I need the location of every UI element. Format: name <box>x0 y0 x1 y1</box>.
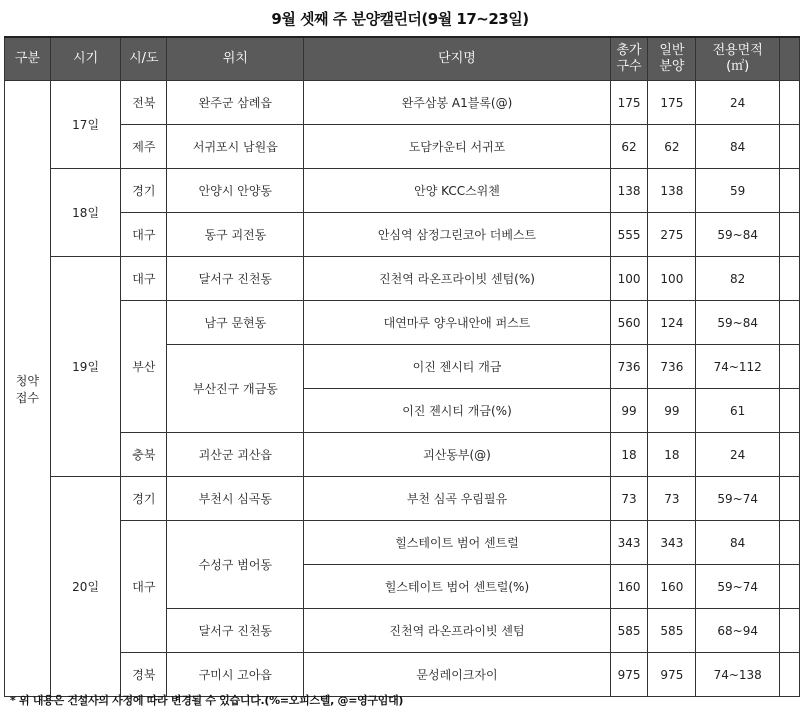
sales-calendar-table <box>4 36 800 697</box>
complex-name-cell: 도담카운티 서귀포 <box>304 125 610 169</box>
general-units-cell: 975 <box>648 653 696 697</box>
extra-cell <box>780 125 800 169</box>
extra-cell <box>780 169 800 213</box>
complex-name-cell: 대연마루 양우내안애 퍼스트 <box>304 301 610 345</box>
extra-cell <box>780 521 800 565</box>
general-units-cell: 99 <box>648 389 696 433</box>
total-units-cell: 560 <box>610 301 648 345</box>
extra-cell <box>780 477 800 521</box>
region-cell: 대구 <box>121 521 167 653</box>
header-complex-name: 단지명 <box>304 37 610 81</box>
header-date: 시기 <box>50 37 121 81</box>
area-cell: 59~74 <box>696 565 780 609</box>
complex-name-cell: 안심역 삼정그린코아 더베스트 <box>304 213 610 257</box>
area-cell: 59~74 <box>696 477 780 521</box>
table-row <box>5 433 800 477</box>
table-row <box>5 213 800 257</box>
total-units-cell: 138 <box>610 169 648 213</box>
complex-name-cell: 진천역 라온프라이빗 센텀 <box>304 609 610 653</box>
extra-cell <box>780 301 800 345</box>
complex-name-cell: 힐스테이트 범어 센트럴(%) <box>304 565 610 609</box>
total-units-cell: 343 <box>610 521 648 565</box>
table-row <box>5 125 800 169</box>
header-general-units: 일반 분양 <box>648 37 696 81</box>
area-cell: 59~84 <box>696 213 780 257</box>
complex-name-cell: 완주삼봉 A1블록(@) <box>304 81 610 125</box>
complex-name-cell: 안양 KCC스위첸 <box>304 169 610 213</box>
total-units-cell: 100 <box>610 257 648 301</box>
extra-cell <box>780 213 800 257</box>
area-cell: 61 <box>696 389 780 433</box>
category-cell: 청약 접수 <box>5 81 51 697</box>
page-title: 9월 셋째 주 분양캘린더(9월 17~23일) <box>271 10 529 28</box>
extra-cell <box>780 345 800 389</box>
total-units-cell: 175 <box>610 81 648 125</box>
general-units-cell: 18 <box>648 433 696 477</box>
general-units-cell: 160 <box>648 565 696 609</box>
complex-name-cell: 이진 젠시티 개금(%) <box>304 389 610 433</box>
total-units-cell: 99 <box>610 389 648 433</box>
area-cell: 84 <box>696 125 780 169</box>
location-cell: 달서구 진천동 <box>167 257 304 301</box>
header-category: 구분 <box>5 37 51 81</box>
area-cell: 82 <box>696 257 780 301</box>
location-cell: 동구 괴전동 <box>167 213 304 257</box>
complex-name-cell: 힐스테이트 범어 센트럴 <box>304 521 610 565</box>
general-units-cell: 138 <box>648 169 696 213</box>
area-cell: 68~94 <box>696 609 780 653</box>
region-cell: 부산 <box>121 301 167 433</box>
table-header-row <box>5 37 800 81</box>
table-row <box>5 301 800 345</box>
extra-cell <box>780 81 800 125</box>
area-cell: 24 <box>696 81 780 125</box>
region-cell: 충북 <box>121 433 167 477</box>
header-area: 전용면적 (㎡) <box>696 37 780 81</box>
extra-cell <box>780 609 800 653</box>
region-cell: 제주 <box>121 125 167 169</box>
complex-name-cell: 부천 심곡 우림필유 <box>304 477 610 521</box>
area-cell: 59 <box>696 169 780 213</box>
header-extra <box>780 37 800 81</box>
header-region: 시/도 <box>121 37 167 81</box>
area-cell: 84 <box>696 521 780 565</box>
location-cell: 서귀포시 남원읍 <box>167 125 304 169</box>
total-units-cell: 585 <box>610 609 648 653</box>
extra-cell <box>780 257 800 301</box>
total-units-cell: 975 <box>610 653 648 697</box>
complex-name-cell: 괴산동부(@) <box>304 433 610 477</box>
total-units-cell: 18 <box>610 433 648 477</box>
general-units-cell: 175 <box>648 81 696 125</box>
extra-cell <box>780 389 800 433</box>
region-cell: 경기 <box>121 169 167 213</box>
date-cell: 20일 <box>50 477 121 697</box>
region-cell: 경북 <box>121 653 167 697</box>
location-cell: 괴산군 괴산읍 <box>167 433 304 477</box>
complex-name-cell: 진천역 라온프라이빗 센텀(%) <box>304 257 610 301</box>
general-units-cell: 736 <box>648 345 696 389</box>
total-units-cell: 160 <box>610 565 648 609</box>
date-cell: 17일 <box>50 81 121 169</box>
total-units-cell: 62 <box>610 125 648 169</box>
general-units-cell: 585 <box>648 609 696 653</box>
extra-cell <box>780 565 800 609</box>
general-units-cell: 100 <box>648 257 696 301</box>
table-row <box>5 477 800 521</box>
general-units-cell: 343 <box>648 521 696 565</box>
location-cell: 수성구 범어동 <box>167 521 304 609</box>
general-units-cell: 275 <box>648 213 696 257</box>
area-cell: 74~138 <box>696 653 780 697</box>
total-units-cell: 73 <box>610 477 648 521</box>
location-cell: 부산진구 개금동 <box>167 345 304 433</box>
area-cell: 74~112 <box>696 345 780 389</box>
area-cell: 59~84 <box>696 301 780 345</box>
location-cell: 안양시 안양동 <box>167 169 304 213</box>
footnote: * 위 내용은 건설사의 사정에 따라 변경될 수 있습니다.(%=오피스텔, @=영구임대) <box>10 694 404 707</box>
location-cell: 완주군 삼례읍 <box>167 81 304 125</box>
region-cell: 대구 <box>121 213 167 257</box>
general-units-cell: 73 <box>648 477 696 521</box>
extra-cell <box>780 433 800 477</box>
location-cell: 남구 문현동 <box>167 301 304 345</box>
complex-name-cell: 이진 젠시티 개금 <box>304 345 610 389</box>
extra-cell <box>780 653 800 697</box>
table-row <box>5 521 800 565</box>
header-total-units: 총가 구수 <box>610 37 648 81</box>
header-location: 위치 <box>167 37 304 81</box>
general-units-cell: 62 <box>648 125 696 169</box>
date-cell: 18일 <box>50 169 121 257</box>
region-cell: 대구 <box>121 257 167 301</box>
total-units-cell: 736 <box>610 345 648 389</box>
general-units-cell: 124 <box>648 301 696 345</box>
region-cell: 전북 <box>121 81 167 125</box>
location-cell: 부천시 심곡동 <box>167 477 304 521</box>
location-cell: 구미시 고아읍 <box>167 653 304 697</box>
table-row <box>5 169 800 213</box>
location-cell: 달서구 진천동 <box>167 609 304 653</box>
table-row <box>5 257 800 301</box>
date-cell: 19일 <box>50 257 121 477</box>
region-cell: 경기 <box>121 477 167 521</box>
area-cell: 24 <box>696 433 780 477</box>
total-units-cell: 555 <box>610 213 648 257</box>
table-row <box>5 653 800 697</box>
table-row <box>5 81 800 125</box>
complex-name-cell: 문성레이크자이 <box>304 653 610 697</box>
